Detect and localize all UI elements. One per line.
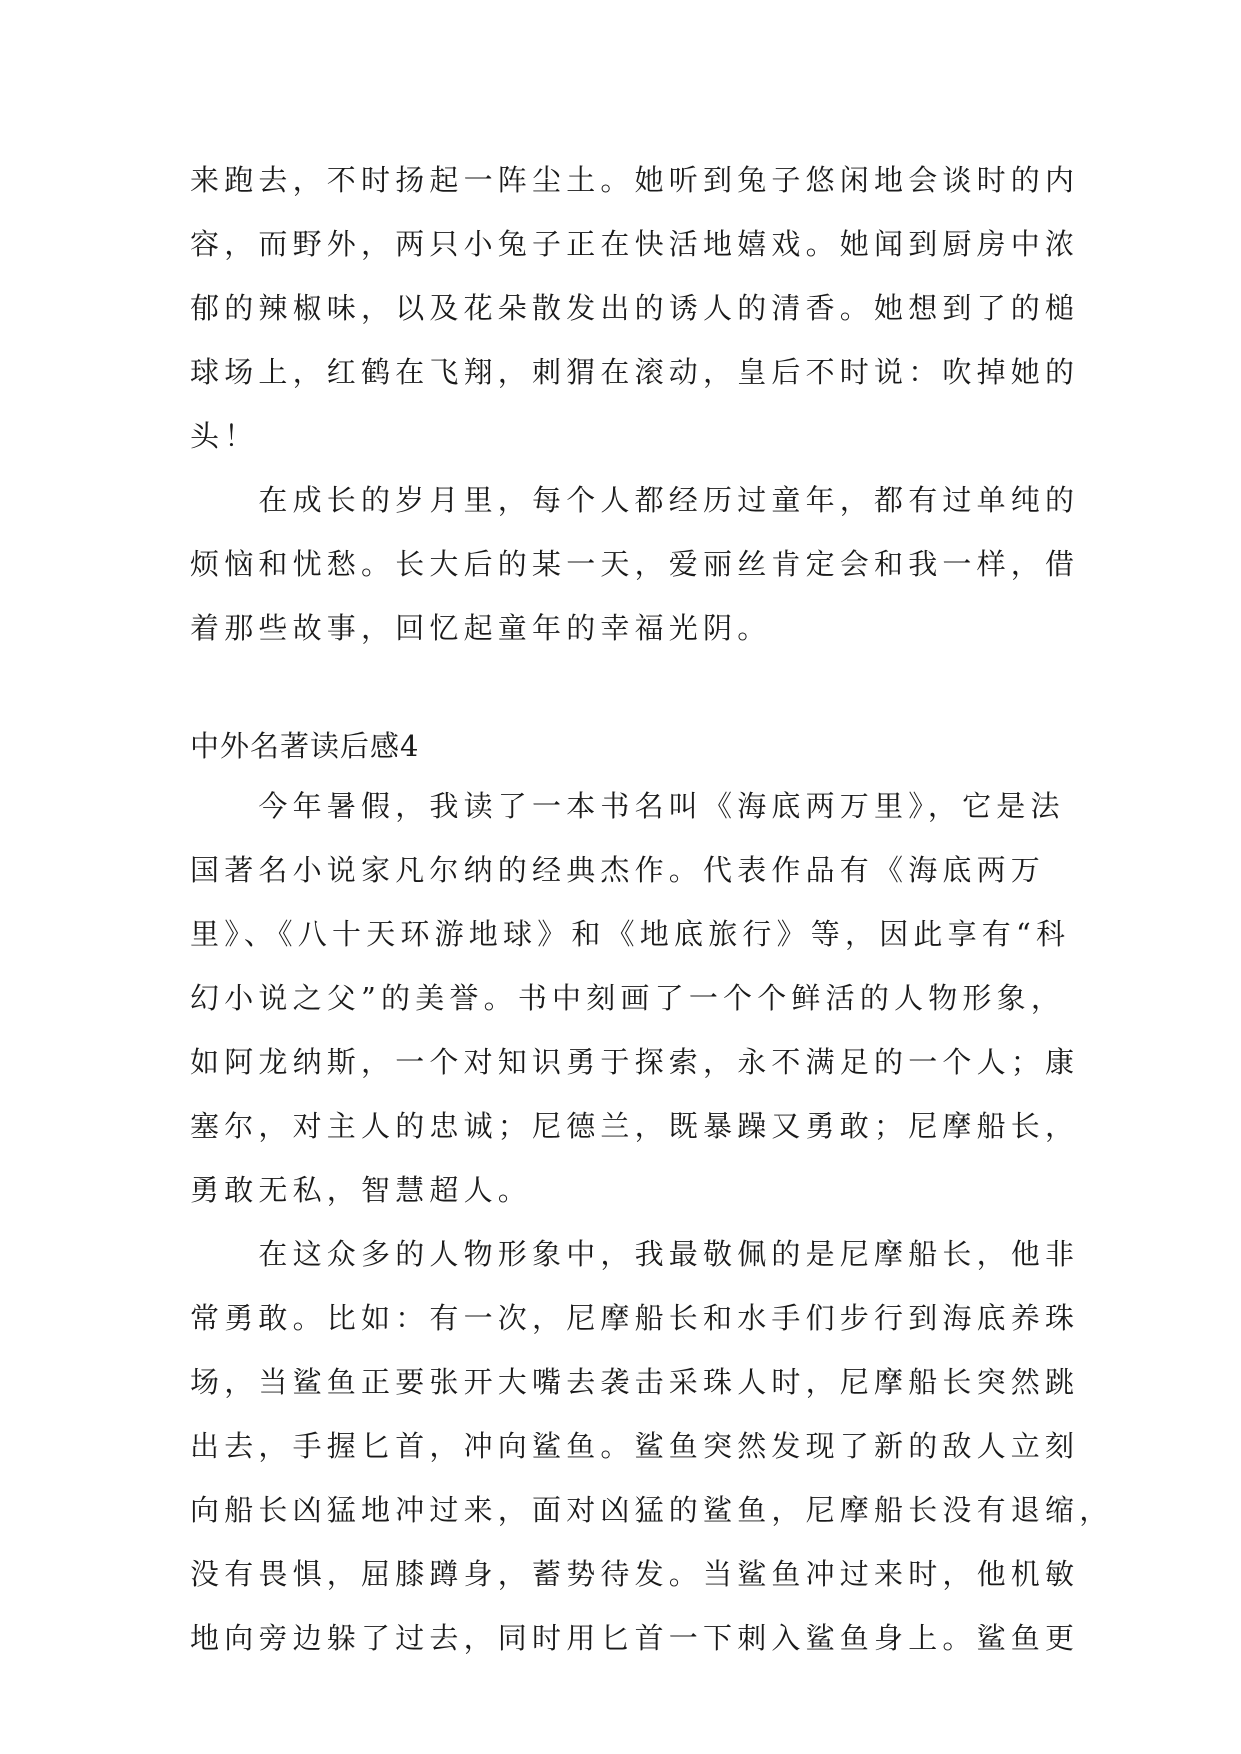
text-line: 容，而野外，两只小兔子正在快活地嬉戏。她闻到厨房中浓 [190,227,1080,261]
text-line: 烦恼和忧愁。长大后的某一天，爱丽丝肯定会和我一样，借 [190,547,1080,581]
text-line: 场，当鲨鱼正要张开大嘴去袭击采珠人时，尼摩船长突然跳 [190,1365,1080,1399]
text-line: 头！ [190,419,259,453]
text-line: 地向旁边躲了过去，同时用匕首一下刺入鲨鱼身上。鲨鱼更 [190,1621,1080,1655]
text-line: 塞尔，对主人的忠诚；尼德兰，既暴躁又勇敢；尼摩船长， [190,1109,1080,1143]
section-heading: 中外名著读后感4 [190,729,420,763]
paragraph-intro [190,774,1080,1222]
section-spacer [190,660,1050,718]
text-line: 没有畏惧，屈膝蹲身，蓄势待发。当鲨鱼冲过来时，他机敏 [190,1557,1080,1591]
text-line: 如阿龙纳斯，一个对知识勇于探索，永不满足的一个人；康 [190,1045,1080,1079]
text-line: 常勇敢。比如：有一次，尼摩船长和水手们步行到海底养珠 [190,1301,1080,1335]
text-line: 里》、《八十天环游地球》和《地底旅行》等，因此享有“科 [190,917,1071,951]
text-line: 来跑去，不时扬起一阵尘土。她听到兔子悠闲地会谈时的内 [190,163,1080,197]
document-page [190,148,1114,1670]
text-line: 幻小说之父”的美誉。书中刻画了一个个鲜活的人物形象， [190,981,1066,1015]
text-line: 出去，手握匕首，冲向鲨鱼。鲨鱼突然发现了新的敌人立刻 [190,1429,1080,1463]
text-line: 在成长的岁月里，每个人都经历过童年，都有过单纯的 [190,483,1080,517]
paragraph-childhood [190,468,1080,660]
text-line: 在这众多的人物形象中，我最敬佩的是尼摩船长，他非 [190,1237,1080,1271]
paragraph-captain-nemo [190,1222,1114,1670]
text-line: 着那些故事，回忆起童年的幸福光阴。 [190,611,772,645]
text-line: 勇敢无私，智慧超人。 [190,1173,533,1207]
text-line: 今年暑假，我读了一本书名叫《海底两万里》，它是法 [190,789,1065,823]
text-line: 球场上，红鹤在飞翔，刺猬在滚动，皇后不时说：吹掉她的 [190,355,1080,389]
paragraph-continuation [190,148,1080,468]
text-line: 国著名小说家凡尔纳的经典杰作。代表作品有《海底两万 [190,853,1046,887]
text-line: 向船长凶猛地冲过来，面对凶猛的鲨鱼，尼摩船长没有退缩， [190,1493,1114,1527]
text-line: 郁的辣椒味，以及花朵散发出的诱人的清香。她想到了的槌 [190,291,1080,325]
